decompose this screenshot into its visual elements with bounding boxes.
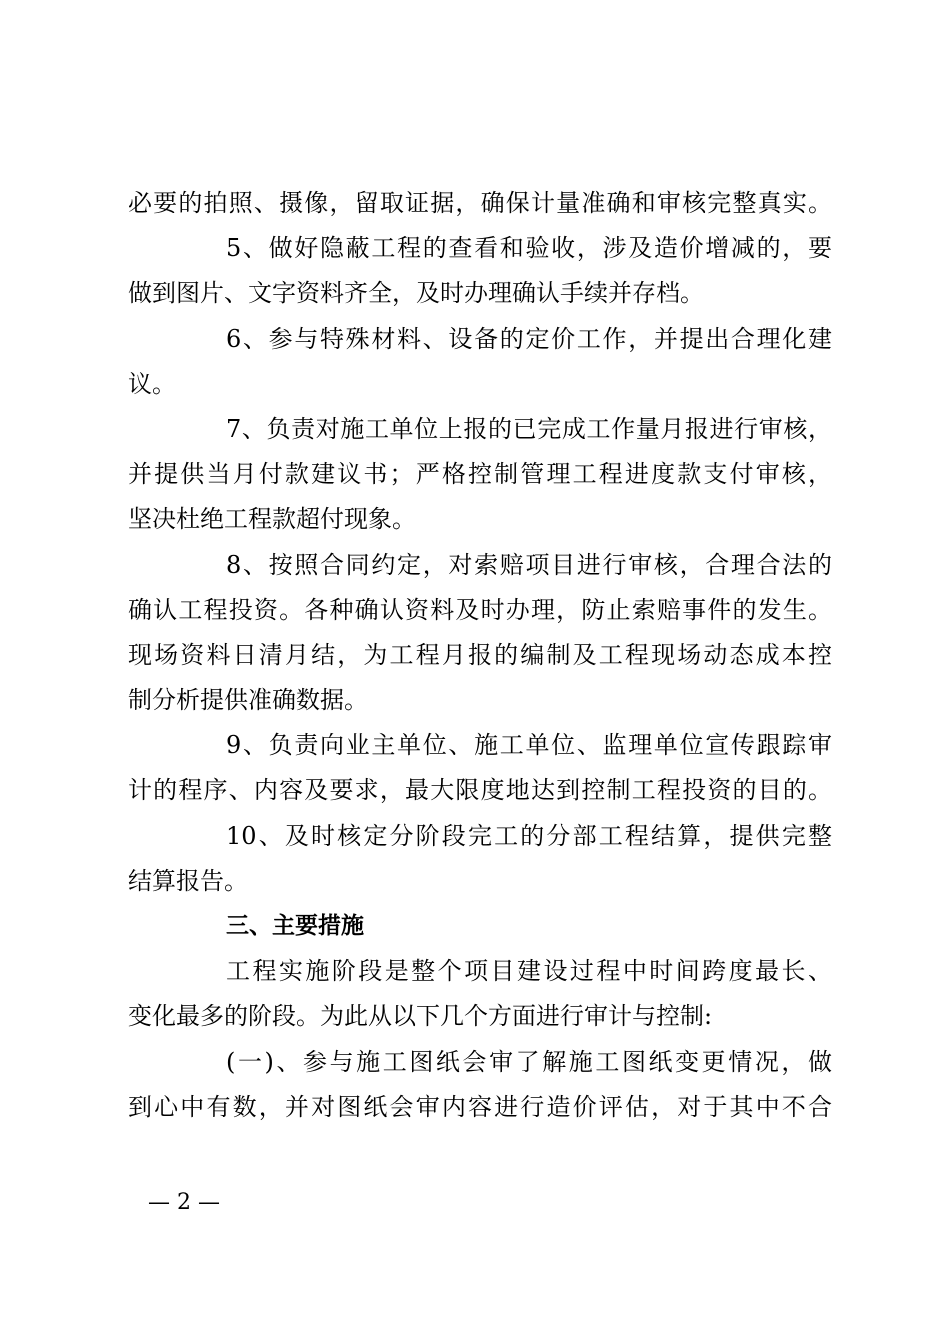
page-number: — 2 — (148, 1190, 220, 1215)
text-line: 7、负责对施工单位上报的已完成工作量月报进行审核， (226, 414, 832, 443)
text-line: 10、及时核定分阶段完工的分部工程结算，提供完整 (226, 821, 832, 850)
text-line: 到心中有数，并对图纸会审内容进行造价评估，对于其中不合 (128, 1092, 832, 1121)
text-line: 做到图片、文字资料齐全，及时办理确认手续并存档。 (128, 279, 704, 308)
text-line: 现场资料日清月结，为工程月报的编制及工程现场动态成本控 (128, 640, 832, 669)
text-line: 坚决杜绝工程款超付现象。 (128, 505, 416, 534)
text-line: 5、做好隐蔽工程的查看和验收，涉及造价增减的，要 (226, 234, 832, 263)
body-text (128, 181, 832, 1130)
text-line: 8、按照合同约定，对索赔项目进行审核，合理合法的 (226, 550, 832, 579)
text-line: 工程实施阶段是整个项目建设过程中时间跨度最长、 (226, 957, 832, 986)
section-heading: 三、主要措施 (226, 913, 364, 939)
text-line: 计的程序、内容及要求，最大限度地达到控制工程投资的目的。 (128, 776, 832, 805)
text-line: (一)、参与施工图纸会审了解施工图纸变更情况，做 (226, 1047, 832, 1076)
text-line: 制分析提供准确数据。 (128, 686, 368, 715)
text-line: 议。 (128, 369, 176, 398)
text-line: 变化最多的阶段。为此从以下几个方面进行审计与控制: (128, 1002, 713, 1031)
text-line: 并提供当月付款建议书；严格控制管理工程进度款支付审核， (128, 460, 832, 489)
text-line: 必要的拍照、摄像，留取证据，确保计量准确和审核完整真实。 (128, 189, 832, 217)
text-line: 6、参与特殊材料、设备的定价工作，并提出合理化建 (226, 324, 832, 353)
text-line: 9、负责向业主单位、施工单位、监理单位宣传跟踪审 (226, 731, 832, 760)
text-line: 确认工程投资。各种确认资料及时办理，防止索赔事件的发生。 (128, 595, 832, 624)
text-line: 结算报告。 (128, 866, 248, 895)
